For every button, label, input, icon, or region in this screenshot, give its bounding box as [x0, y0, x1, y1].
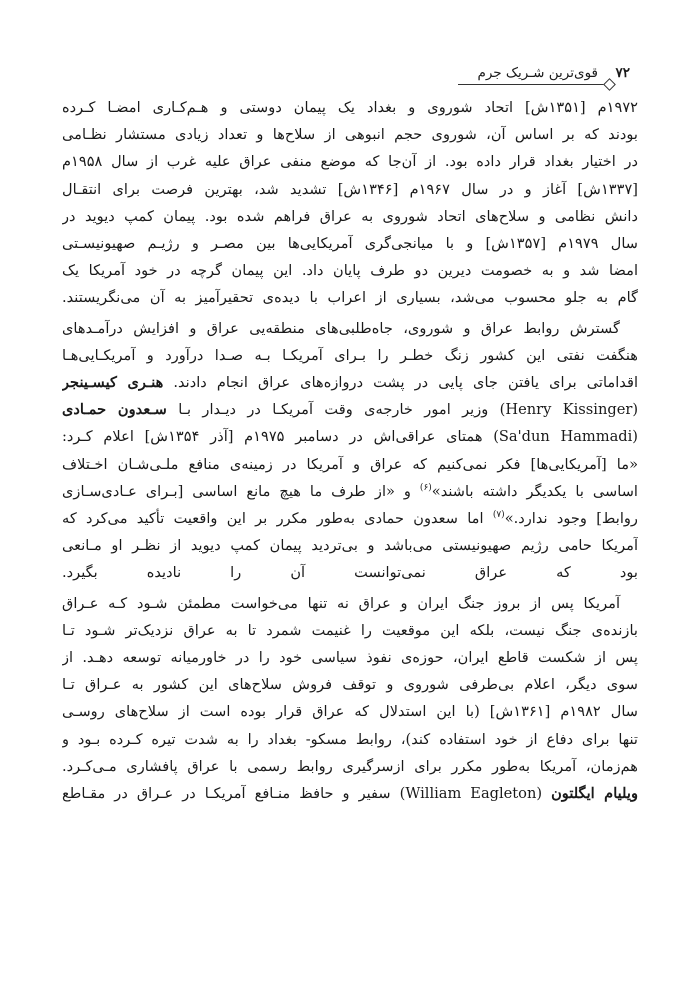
footnote-marker: (۷): [492, 510, 505, 521]
text-line: هم‌زمان، آمریکا به‌طور مکرر برای ازسرگیری روابط رسمی با عراق پافشاری مـی‌کـرد.: [62, 757, 638, 775]
text-line: اساسی با یکدیگر داشته باشند»$^{(۶)}$ و «از طرف ما هیچ مانع اساسی [بـرای عـادی‌سـازی: [62, 482, 638, 500]
running-header: [458, 62, 630, 84]
text-line: گام به جلو محسوب می‌شد، بسیاری از اعراب با دیده‌ی تحقیرآمیز به آن می‌نگریستند.: [62, 289, 638, 307]
text-line: بازنده‌ی جنگ نیست، بلکه این موقعیت را غنیمت شمرد تا به عراق نزدیک‌تر شـود تـا: [62, 621, 638, 639]
page-number: ۷۲: [615, 65, 630, 81]
text-line: امضا شد و به خصومت دیرین دو طرف پایان داد. این پیمان گرچه در خود آمریکا یک: [62, 262, 638, 280]
text-line: سال ۱۹۷۹م [۱۳۵۷ش] و با میانجی‌گری آمریکایی‌ها بین مصـر و رژیـم صهیونیسـتی: [62, 235, 638, 253]
text-line: پس از شکست قاطع ایران، حوزه‌ی نفوذ سیاسی خود را در خاورمیانه توسعه دهـد. از: [62, 649, 638, 667]
text-line: در اختیار بغداد قرار داده بود. از آن‌جا که موضع منفی عراق علیه غرب از سال ۱۹۵۸م: [62, 153, 638, 171]
text-line: دانش نظامی و سلاح‌های اتحاد شوروی به عراق فراهم شده بود. پیمان کمپ دیوید در: [62, 207, 638, 225]
footnote-marker: (۶): [419, 482, 432, 493]
body-text: [62, 94, 638, 807]
name-hammadi: سـعدون حمـادی: [62, 401, 167, 419]
text-line: «ما [آمریکایی‌ها] فکر نمی‌کنیم که عراق و آمریکا در زمینه‌ی منافع ملـی‌شـان اخـتلاف: [62, 455, 638, 473]
paragraph-3: [62, 590, 638, 808]
paragraph-1: [62, 94, 638, 312]
text-line: ۱۹۷۲م [۱۳۵۱ش] اتحاد شوروی و بغداد یک پیمان دوستی و هـم‌کـاری امضـا کـرده: [62, 99, 638, 116]
name-eagleton: ویلیام ایگلتون: [551, 785, 638, 803]
paragraph-2: [62, 315, 638, 587]
text-line: [۱۳۳۷ش] آغاز و در سال ۱۹۶۷م [۱۳۴۶ش] تشدید شد، بهترین فرصت برای انتقـال: [62, 180, 638, 198]
running-title: قوی‌ترین شـریک جرم: [477, 65, 598, 81]
name-kissinger: هنـری کیسـینجر: [62, 374, 164, 392]
text-line: آمریکا پس از بروز جنگ ایران و عراق نه تنها می‌خواست مطمئن شـود کـه عـراق: [62, 594, 620, 612]
text-line: سال ۱۹۸۲م [۱۳۶۱ش] (با این استدلال که عراق قرار بوده است از سلاح‌های روسـی: [62, 703, 638, 721]
text-line: بودند که بر اساس آن، شوروی حجم انبوهی از سلاح‌ها و تعداد زیادی مستشار نظـامی: [62, 126, 638, 144]
text-line: گسترش روابط عراق و شوروی، جاه‌طلبی‌های منطقه‌یی عراق و افزایش درآمـدهای: [62, 319, 620, 337]
diamond-ornament-icon: [603, 78, 616, 91]
header-rule: [458, 84, 610, 85]
text-line: بود که عراق نمی‌توانست آن را نادیده بگیرد.: [62, 564, 638, 582]
text-line: سوی دیگر، اعلام بی‌طرفی شوروی و توقف فروش سلاح‌های این کشور به عـراق تـا: [62, 676, 638, 694]
text-line: روابط] وجود ندارد.»$^{(۷)}$ اما سعدون حمادی به‌طور مکرر بر این واقعیت تأکید می‌کرد که: [62, 510, 638, 528]
text-line: تنها برای دفاع از خود استفاده کند)، روابط مسکو- بغداد را به شدت تیره کـرده بـود و: [62, 730, 638, 748]
text-line: ویلیام ایگلتون (William Eagleton) سفیر و حافظ منـافع آمریکـا در عـراق در مقـاطع: [62, 785, 638, 803]
text-line: اقداماتی برای یافتن جای پایی در پشت دروازه‌های عراق انجام دادند. هنـری کیسـینجر: [62, 374, 638, 392]
text-line: (Sa'dun Hammadi) همتای عراقی‌اش در دسامبر ۱۹۷۵م [آذر ۱۳۵۴ش] اعلام کـرد:: [62, 428, 638, 446]
text-line: (Henry Kissinger) وزیر امور خارجه‌ی وقت آمریکـا در دیـدار بـا سـعدون حمـادی: [62, 401, 638, 419]
text-line: هنگفت نفتی این کشور زنگ خطـر را بـرای آمریکـا بـه صـدا درآورد و آمریکـایی‌هـا: [62, 346, 638, 364]
text-line: آمریکا حامی رژیم صهیونیستی می‌باشد و بی‌تردید پیمان کمپ دیوید از نظـر او مـانعی: [62, 537, 638, 555]
